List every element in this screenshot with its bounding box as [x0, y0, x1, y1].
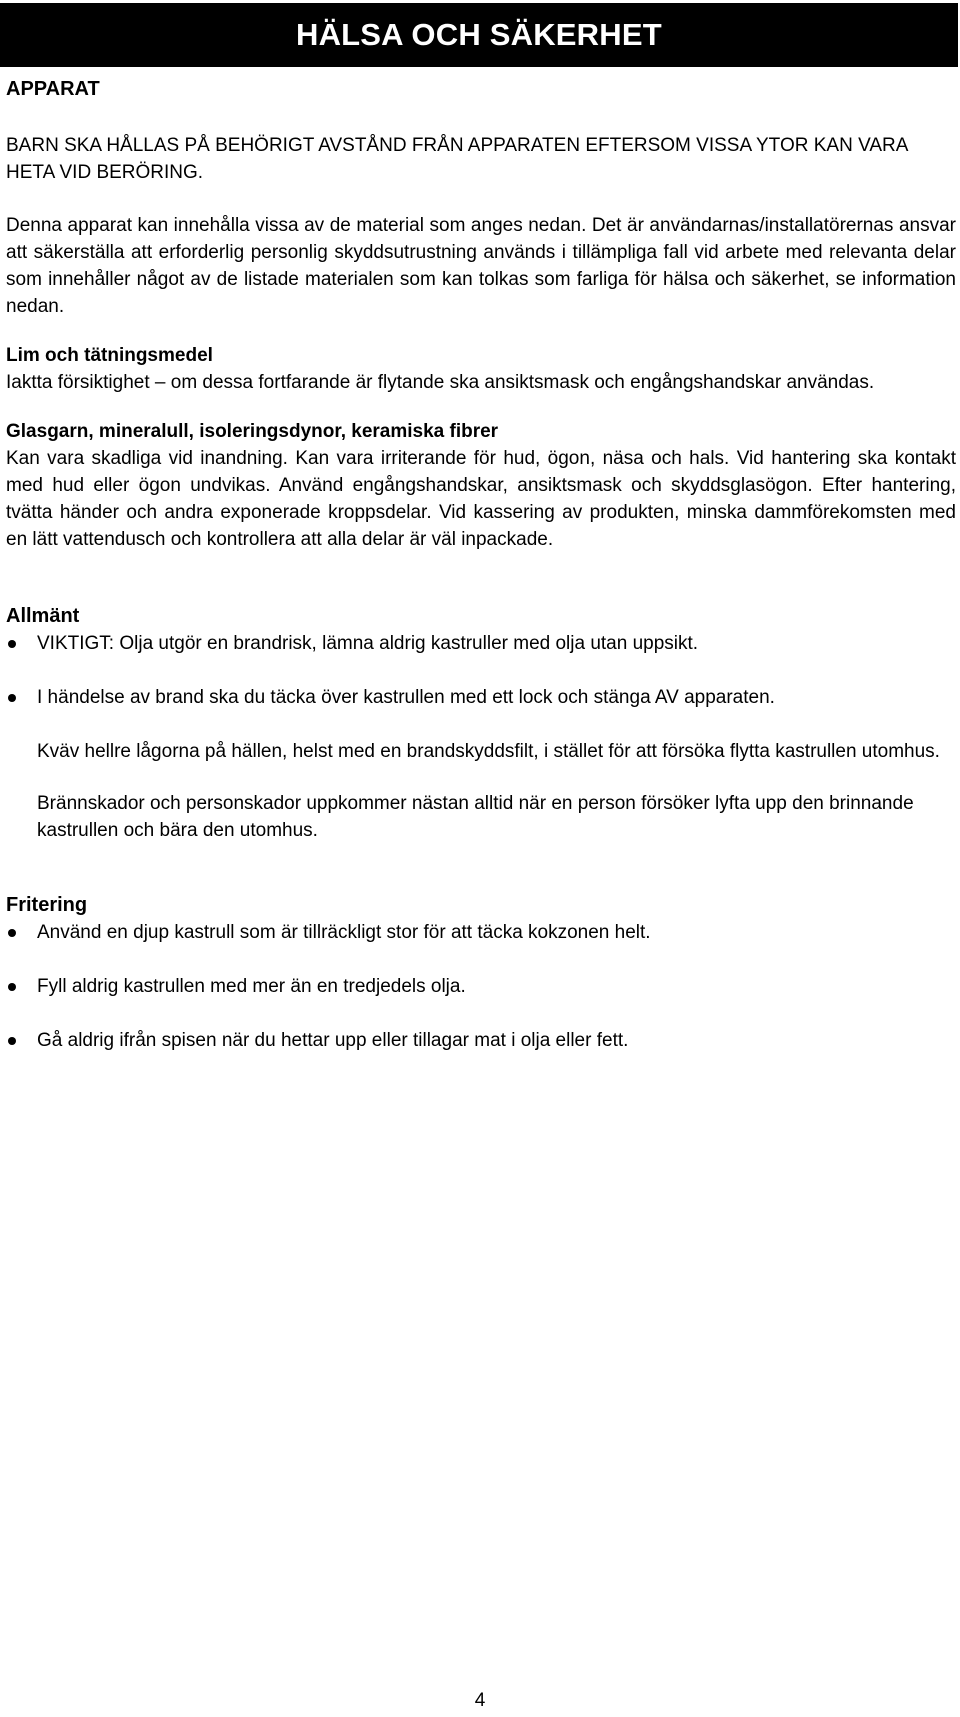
- general-heading: Allmänt: [6, 605, 80, 627]
- material-text-fibres: Kan vara skadliga vid inandning. Kan vara irriterande för hud, ögon, näsa och hals. Vid hantering ska kontakt med hud eller ögon undvikas. Använd engångshandskar, ansiktsmask och skyddsglasögon. Efter hantering, tvätta händer och andra exponerade kroppsdelar. Vid kassering av produkten, minska dammförekomsten med en lätt vattendusch och kontrollera att alla delar är väl inpackade.: [6, 448, 956, 550]
- list-item: [6, 973, 956, 1000]
- list-item: [6, 630, 956, 657]
- general-bullet-list: [6, 630, 956, 711]
- header-bar: [0, 3, 958, 67]
- bullet-icon: [8, 1037, 16, 1045]
- list-item-text: Använd en djup kastrull som är tillräckligt stor för att täcka kokzonen helt.: [37, 922, 651, 943]
- list-item-text: I händelse av brand ska du täcka över kastrullen med ett lock och stänga AV apparaten.: [37, 687, 775, 708]
- bullet-icon: [8, 983, 16, 991]
- intro-paragraph: Denna apparat kan innehålla vissa av de material som anges nedan. Det är användarnas/installatörernas ansvar att säkerställa att erforderlig personlig skyddsutrustning används i tillämpliga fall vid arbete med relevanta delar som innehåller något av de listade materialen som kan tolkas som farliga för hälsa och säkerhet, se information nedan.: [6, 215, 956, 317]
- material-heading-fibres: Glasgarn, mineralull, isoleringsdynor, keramiska fibrer: [6, 421, 499, 442]
- child-warning: BARN SKA HÅLLAS PÅ BEHÖRIGT AVSTÅND FRÅN APPARATEN EFTERSOM VISSA YTOR KAN VARA HETA VID BERÖRING.: [6, 135, 908, 183]
- list-item: [6, 1027, 956, 1054]
- general-paragraph: Brännskador och personskador uppkommer nästan alltid när en person försöker lyfta upp den brinnande kastrullen och bära den utomhus.: [37, 793, 914, 841]
- list-item-text: VIKTIGT: Olja utgör en brandrisk, lämna aldrig kastruller med olja utan uppsikt.: [37, 633, 699, 654]
- bullet-icon: [8, 694, 16, 702]
- section-label: APPARAT: [6, 78, 100, 100]
- material-text-adhesives: Iaktta försiktighet – om dessa fortfarande är flytande ska ansiktsmask och engångshandskar användas.: [6, 372, 875, 393]
- page-number: 4: [474, 1690, 486, 1711]
- list-item: [6, 919, 956, 946]
- material-heading-adhesives: Lim och tätningsmedel: [6, 345, 213, 366]
- list-item: [6, 684, 956, 711]
- bullet-icon: [8, 929, 16, 937]
- list-item-text: Gå aldrig ifrån spisen när du hettar upp eller tillagar mat i olja eller fett.: [37, 1030, 629, 1051]
- bullet-icon: [8, 640, 16, 648]
- document-body: [6, 132, 956, 1081]
- frying-heading: Fritering: [6, 894, 88, 916]
- frying-bullet-list: [6, 919, 956, 1054]
- general-paragraph: Kväv hellre lågorna på hällen, helst med en brandskyddsfilt, i stället för att försöka flytta kastrullen utomhus.: [37, 741, 940, 762]
- page-title: HÄLSA OCH SÄKERHET: [296, 17, 662, 52]
- list-item-text: Fyll aldrig kastrullen med mer än en tredjedels olja.: [37, 976, 466, 997]
